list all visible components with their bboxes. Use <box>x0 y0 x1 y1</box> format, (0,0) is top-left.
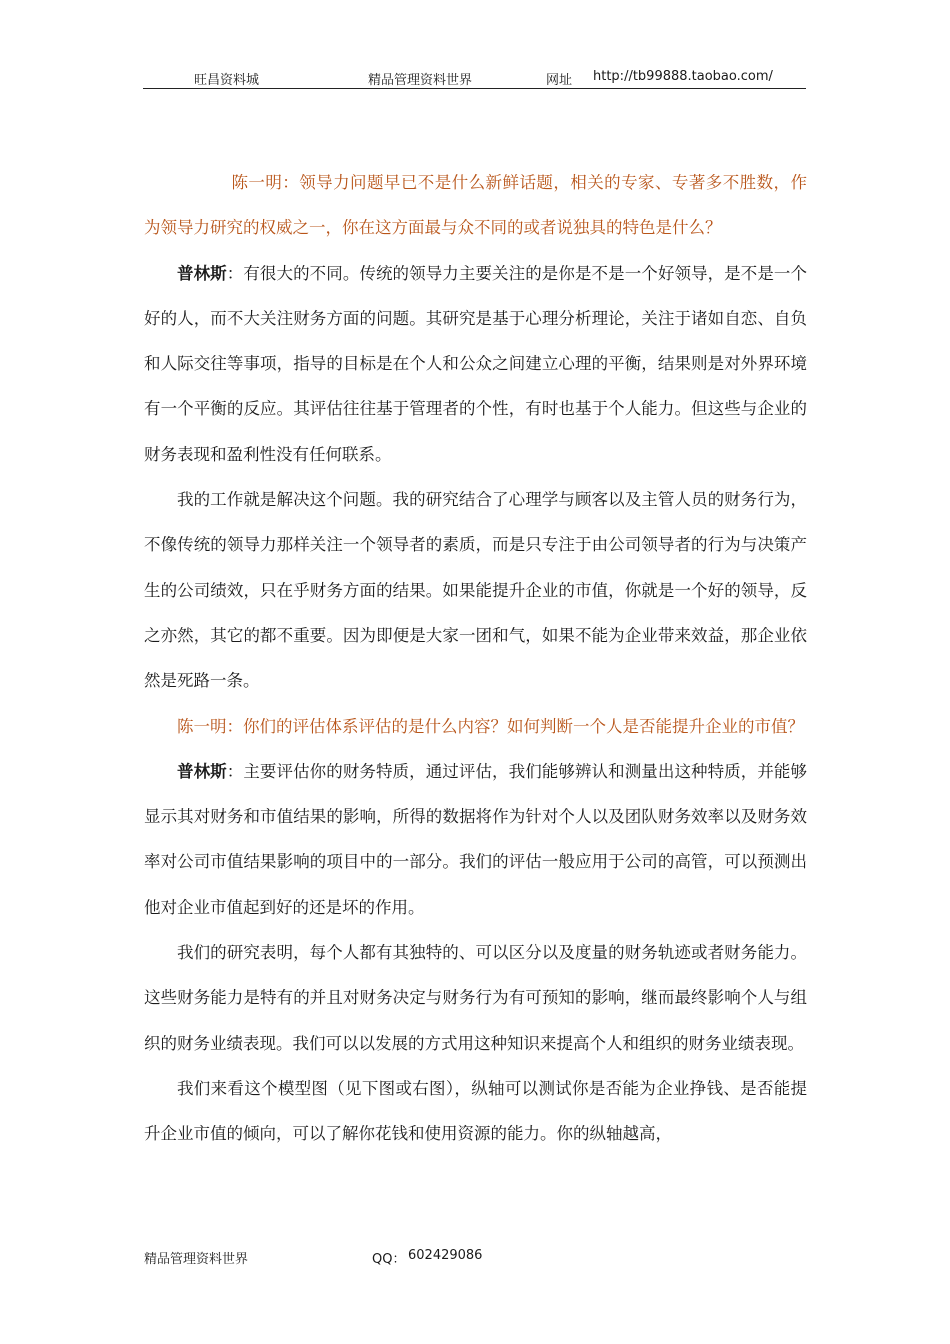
footer-qq-label: QQ： <box>372 1252 406 1267</box>
body-paragraph <box>144 930 807 1066</box>
question-text: 陈一明：领导力问题早已不是什么新鲜话题，相关的专家、专著多不胜数，作为领导力研究的权威之一，你在这方面最与众不同的或者说独具的特色是什么？ <box>144 173 807 238</box>
header-url-link[interactable]: http://tb99888.taobao.com/ <box>593 69 773 84</box>
speaker-name: 普林斯 <box>177 761 227 781</box>
question-paragraph <box>144 160 807 251</box>
body-text: 我们来看这个模型图（见下图或右图），纵轴可以测试你是否能为企业挣钱、是否能提升企业市值的倾向，可以了解你花钱和使用资源的能力。你的纵轴越高， <box>144 1078 807 1144</box>
answer-text: ：有很大的不同。传统的领导力主要关注的是你是不是一个好领导，是不是一个好的人，而不大关注财务方面的问题。其研究是基于心理分析理论，关注于诸如自恋、自负和人际交往等事项，指导的目标是在个人和公众之间建立心理的平衡，结果则是对外界环境有一个平衡的反应。其评估往往基于管理者的个性，有时也基于个人能力。但这些与企业的财务表现和盈利性没有任何联系。 <box>144 263 808 464</box>
speaker-name: 普林斯 <box>177 263 227 283</box>
body-text: 我们的研究表明，每个人都有其独特的、可以区分以及度量的财务轨迹或者财务能力。这些财务能力是特有的并且对财务决定与财务行为有可预知的影响，继而最终影响个人与组织的财务业绩表现。我们可以以发展的方式用这种知识来提高个人和组织的财务业绩表现。 <box>144 943 807 1053</box>
body-paragraph <box>144 1066 807 1157</box>
answer-paragraph <box>144 251 807 477</box>
page-header <box>143 66 806 88</box>
question-paragraph <box>144 704 807 749</box>
answer-paragraph <box>144 749 807 930</box>
page-footer <box>144 1248 807 1268</box>
header-divider <box>143 88 806 89</box>
answer-text: ：主要评估你的财务特质，通过评估，我们能够辨认和测量出这种特质，并能够显示其对财务和市值结果的影响，所得的数据将作为针对个人以及团队财务效率以及财务效率对公司市值结果影响的项目中的一部分。我们的评估一般应用于公司的高管，可以预测出他对企业市值起到好的还是坏的作用。 <box>144 761 808 917</box>
article-body <box>144 160 807 1157</box>
header-center-text: 精品管理资料世界 <box>368 73 473 88</box>
header-url-label: 网址 <box>546 73 573 88</box>
body-paragraph <box>144 477 807 703</box>
footer-qq-number: 602429086 <box>408 1248 483 1263</box>
question-text: 陈一明：你们的评估体系评估的是什么内容？如何判断一个人是否能提升企业的市值？ <box>177 716 804 736</box>
footer-left-text: 精品管理资料世界 <box>144 1252 249 1267</box>
header-left-text: 旺昌资料城 <box>194 73 260 88</box>
body-text: 我的工作就是解决这个问题。我的研究结合了心理学与顾客以及主管人员的财务行为，不像传统的领导力那样关注一个领导者的素质，而是只专注于由公司领导者的行为与决策产生的公司绩效，只在乎财务方面的结果。如果能提升企业的市值，你就是一个好的领导，反之亦然，其它的都不重要。因为即便是大家一团和气，如果不能为企业带来效益，那企业依然是死路一条。 <box>144 490 807 691</box>
